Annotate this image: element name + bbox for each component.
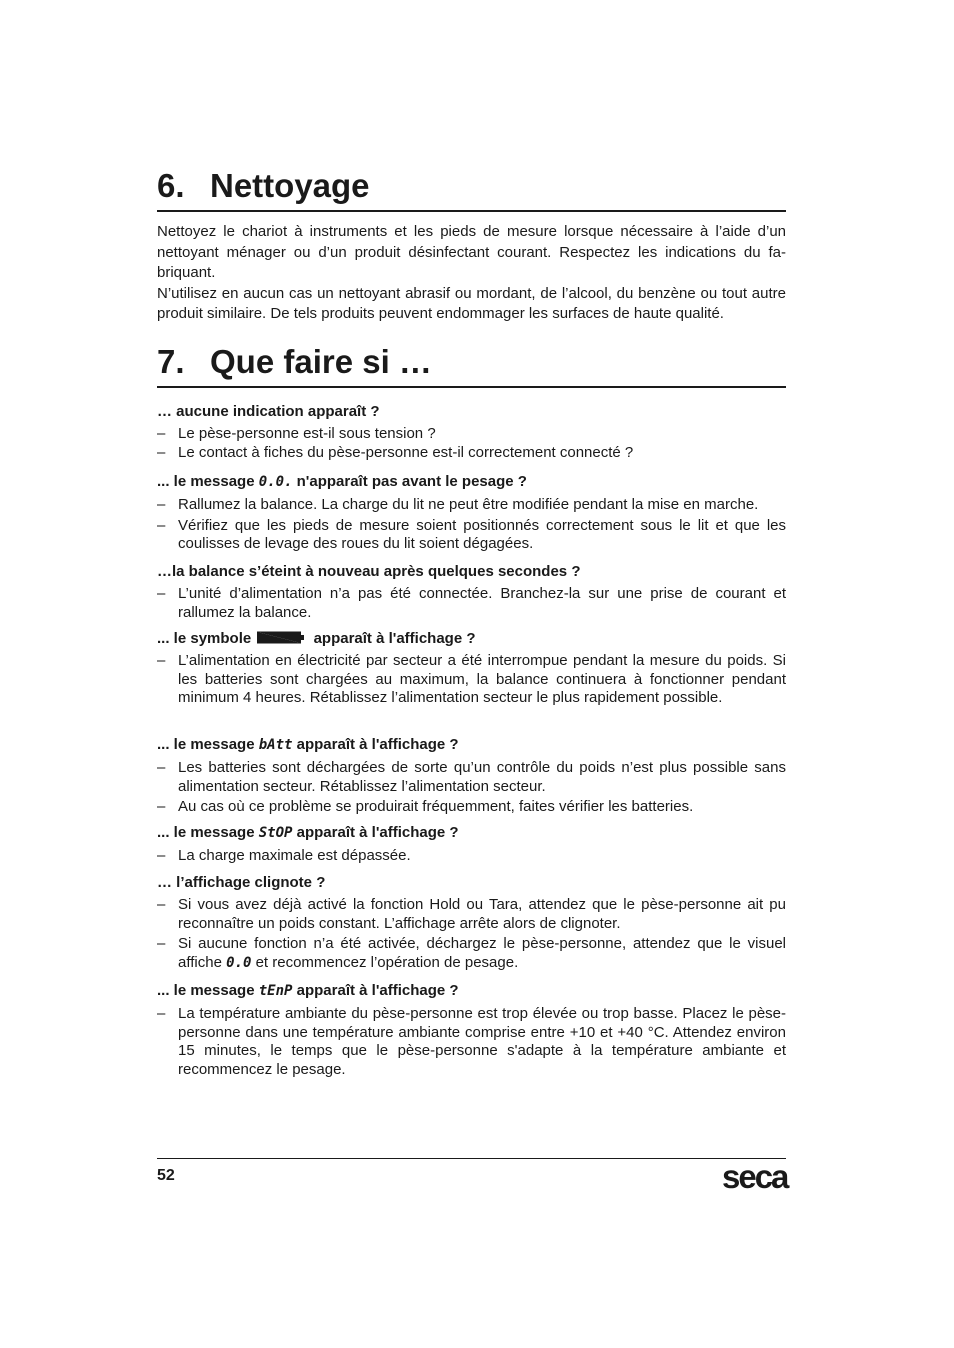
list-item: – Si vous avez déjà activé la fonction Hold ou Tara, attendez que le pèse-personne ait pu reconnaître un poids constant. L’affichage arrête alors de clignoter.	[157, 896, 786, 932]
faq-temp-message	[157, 981, 786, 1079]
seca-logo: seca	[722, 1158, 788, 1195]
display-code: tEnP	[258, 983, 293, 999]
faq-switches-off	[157, 562, 786, 622]
footer-divider	[157, 1158, 786, 1159]
faq-question: ... le symbole apparaît à l'affichage ?	[157, 630, 476, 647]
display-code: 0.0.	[258, 474, 293, 490]
faq-question: …la balance s’éteint à nouveau après quelques secondes ?	[157, 563, 581, 580]
faq-battery-symbol	[157, 629, 786, 708]
list-item: – L’unité d’alimentation n’a pas été connectée. Branchez-la sur une prise de courant et rallumez la balance.	[157, 585, 786, 621]
faq-question: ... le message 0.0. n'apparaît pas avant le pesage ?	[157, 473, 527, 490]
faq-question: ... le message tEnP apparaît à l'affichage ?	[157, 982, 459, 999]
list-item: – Rallumez la balance. La charge du lit ne peut être modifiée pendant la mise en marche.	[157, 496, 759, 513]
list-item: – Le contact à fiches du pèse-personne est-il correctement connecté ?	[157, 443, 634, 461]
faq-zero-message	[157, 472, 786, 554]
section-6-paragraph-2: N’utilisez en aucun cas un nettoyant abrasif ou mordant, de l’alcool, du benzène ou tout autre produit similaire. De tels produits peuvent endommager les surfaces de haute qualité.	[157, 284, 786, 322]
display-code: bAtt	[258, 737, 293, 753]
section-6-paragraph-1: Nettoyez le chariot à instruments et les pieds de mesure lorsque nécessaire à l’aide d’un nettoyant ménager ou d’un produit désinfectant courant. Respectez les indications du fabriquant.	[157, 223, 786, 281]
list-item: – La charge maximale est dépassée.	[157, 847, 411, 864]
section-6-title: Nettoyage	[210, 167, 370, 204]
list-item: – La température ambiante du pèse-personne est trop élevée ou trop basse. Placez le pèse-personne dans une température ambiante comprise entre +10 et +40 °C. Attendez environ 15 minutes, le temps que le pèse-personne s'adapte à la température ambiante et recommencez le pesage.	[157, 1005, 786, 1078]
section-7-heading	[157, 342, 786, 388]
battery-icon	[257, 630, 305, 645]
faq-question: ... le message bAtt apparaît à l'affichage ?	[157, 736, 459, 753]
list-item: – Au cas où ce problème se produirait fréquemment, faites vérifier les batteries.	[157, 798, 694, 815]
section-6-body	[157, 222, 786, 325]
list-item: – L’alimentation en électricité par secteur a été interrompue pendant la mesure du poids. Si les batteries sont chargées au maximum, la balance continuera à fonctionner pendant minimum 4 heures. Rétablissez l’alimentation secteur le plus rapidement possible.	[157, 652, 786, 706]
faq-stop-message	[157, 823, 786, 866]
list-item: – Les batteries sont déchargées de sorte qu’un contrôle du poids n’est plus possible sans alimentation secteur. Rétablissez l’alimentation secteur.	[157, 759, 786, 795]
faq-batt-message	[157, 735, 786, 817]
list-item: – Le pèse-personne est-il sous tension ?	[157, 425, 436, 442]
display-code: StOP	[258, 825, 293, 841]
faq-question: ... le message StOP apparaît à l'affichage ?	[157, 824, 459, 841]
faq-display-blinks	[157, 873, 786, 972]
faq-question: … aucune indication apparaît ?	[157, 403, 380, 420]
faq-no-display	[157, 402, 786, 462]
faq-question: … l’affichage clignote ?	[157, 874, 326, 891]
display-code: 0.0	[226, 954, 252, 971]
section-7-title: Que faire si …	[210, 343, 432, 380]
page-number: 52	[157, 1167, 175, 1184]
section-6-heading	[157, 166, 786, 212]
list-item: – Si aucune fonction n’a été activée, déchargez le pèse-personne, attendez que le visuel affiche 0.0 et recommencez l’opération de pesage.	[157, 935, 786, 971]
section-7-number: 7.	[157, 343, 185, 380]
section-6-number: 6.	[157, 167, 185, 204]
list-item: – Vérifiez que les pieds de mesure soient positionnés correctement sous le lit et que les coulisses de levage des roues du lit soient dégagées.	[157, 516, 786, 552]
